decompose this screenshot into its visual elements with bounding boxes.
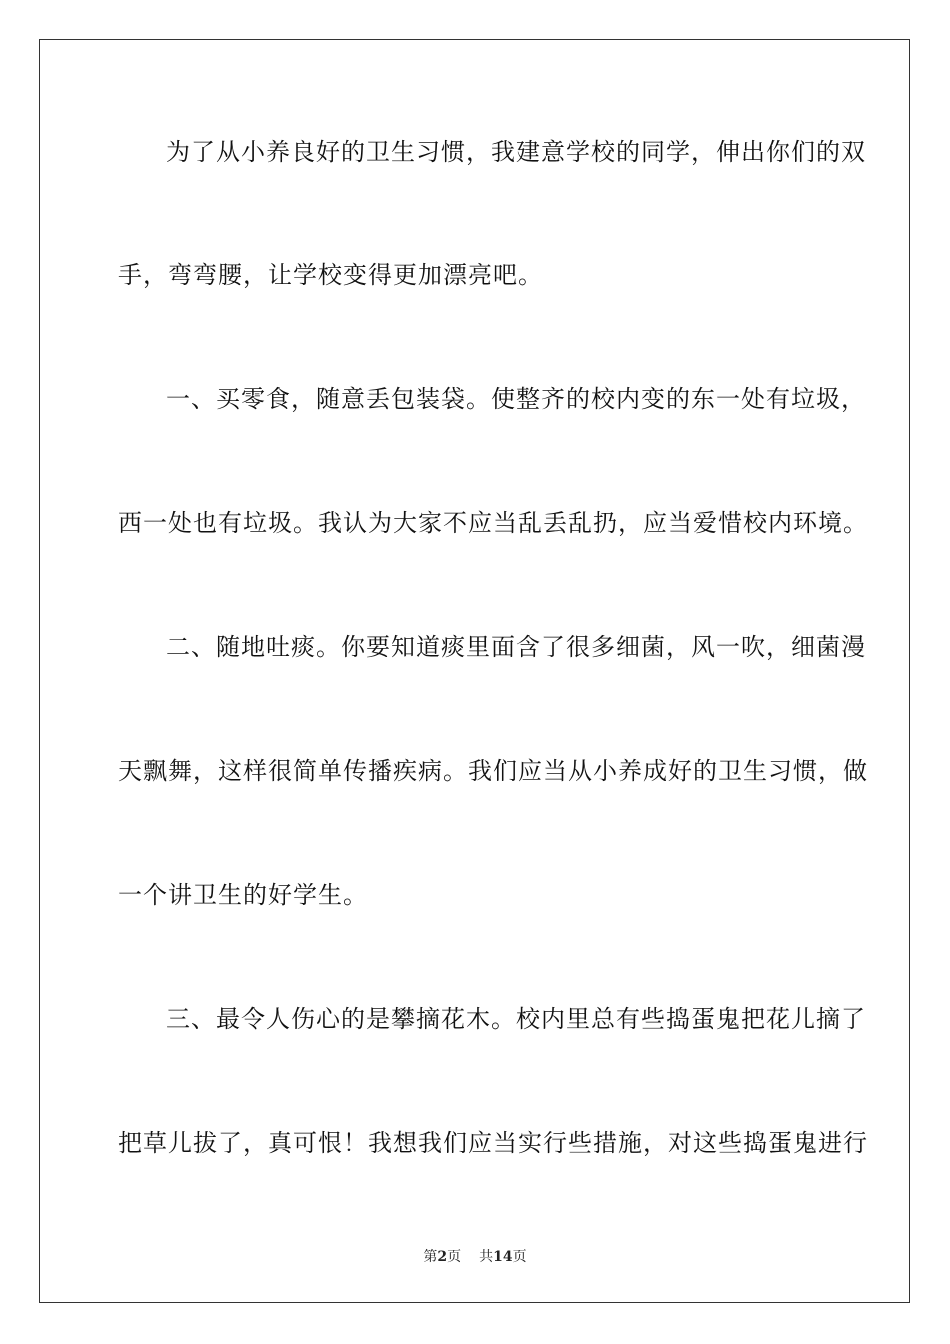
paragraph-line: 一、买零食，随意丢包装袋。使整齐的校内变的东一处有垃圾，: [166, 385, 866, 413]
paragraph-line: 三、最令人伤心的是攀摘花木。校内里总有些捣蛋鬼把花儿摘了: [166, 1005, 866, 1033]
paragraph-line: 一个讲卫生的好学生。: [118, 881, 368, 909]
paragraph-line: 西一处也有垃圾。我认为大家不应当乱丢乱扔，应当爱惜校内环境。: [118, 509, 868, 537]
total-pages-number: 14: [493, 1249, 513, 1265]
paragraph-line: 把草儿拔了，真可恨！我想我们应当实行些措施，对这些捣蛋鬼进行: [118, 1129, 868, 1157]
total-prefix: 共: [479, 1249, 494, 1265]
paragraph-line: 天飘舞，这样很简单传播疾病。我们应当从小养成好的卫生习惯，做: [118, 757, 868, 785]
page-border: [39, 39, 910, 1303]
paragraph-line: 二、随地吐痰。你要知道痰里面含了很多细菌，风一吹，细菌漫: [166, 633, 866, 661]
page-footer: [0, 1248, 950, 1266]
paragraph-line: 为了从小养良好的卫生习惯，我建意学校的同学，伸出你们的双: [166, 138, 866, 166]
page-suffix: 页: [447, 1249, 462, 1265]
total-suffix: 页: [512, 1249, 527, 1265]
page-prefix: 第: [423, 1249, 438, 1265]
paragraph-line: 手，弯弯腰，让学校变得更加漂亮吧。: [118, 261, 543, 289]
current-page-number: 2: [437, 1249, 448, 1265]
